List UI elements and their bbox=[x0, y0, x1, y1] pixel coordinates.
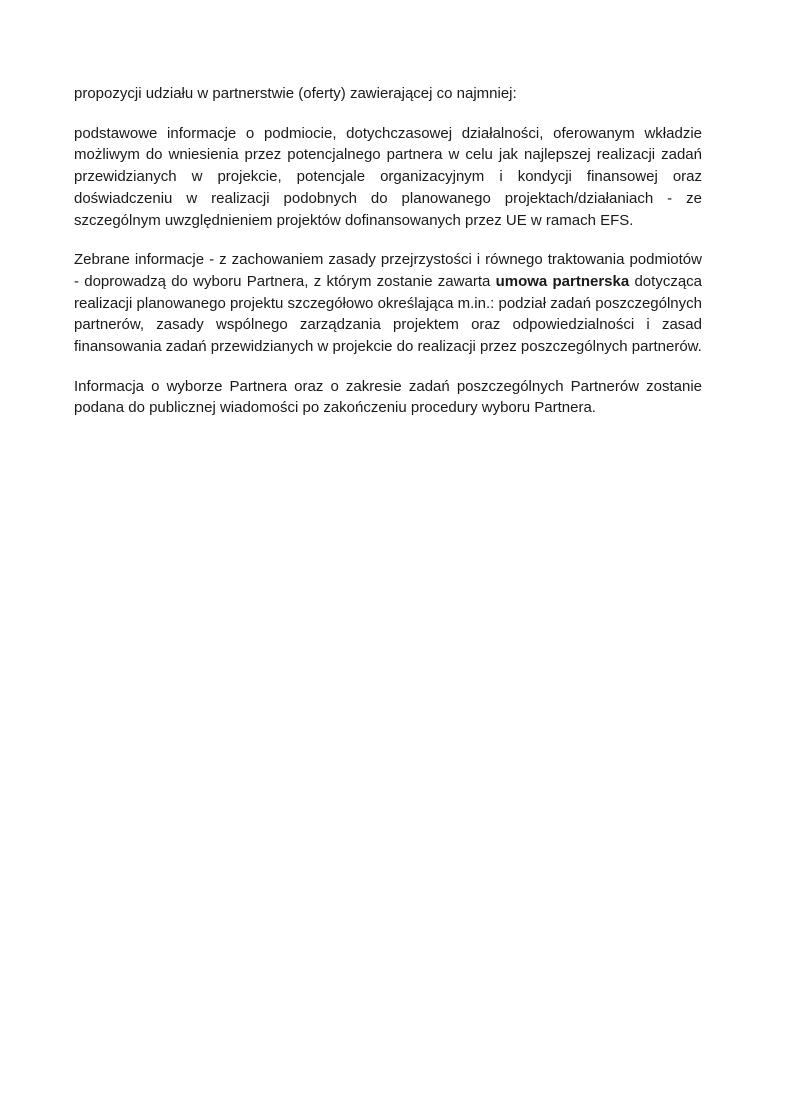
requirements-paragraph: podstawowe informacje o podmiocie, dotychczasowej działalności, oferowanym wkładzie możliwym do wniesienia przez potencjalnego partnera w celu jak najlepszej realizacji zadań przewidzianych w projekcie, potencjale organizacyjnym i kondycji finansowej oraz doświadczeniu w realizacji podobnych do planowanego projektach/działaniach - ze szczególnym uwzględnieniem projektów dofinansowanych przez UE w ramach EFS. bbox=[74, 124, 702, 229]
document-body bbox=[74, 83, 702, 437]
selection-text-before: Zebrane informacje - z zachowaniem zasady przejrzystości i równego traktowania podmiotów - doprowadzą do wyboru Partnera, z którym zostanie zawarta bbox=[74, 251, 702, 290]
selection-paragraph bbox=[74, 249, 702, 358]
partnership-agreement-bold: umowa partnerska bbox=[495, 272, 630, 290]
selection-text-after: dotycząca realizacji planowanego projektu szczegółowo określająca m.in.: podział zadań poszczególnych partnerów, zasady wspólnego zarządzania projektem oraz odpowiedzialności i zasad finansowania zadań przewidzianych w projekcie do realizacji przez poszczególnych partnerów. bbox=[74, 272, 703, 356]
intro-line: propozycji udziału w partnerstwie (oferty) zawierającej co najmniej: bbox=[74, 85, 517, 102]
announcement-paragraph: Informacja o wyborze Partnera oraz o zakresie zadań poszczególnych Partnerów zostanie podana do publicznej wiadomości po zakończeniu procedury wyboru Partnera. bbox=[74, 377, 702, 417]
